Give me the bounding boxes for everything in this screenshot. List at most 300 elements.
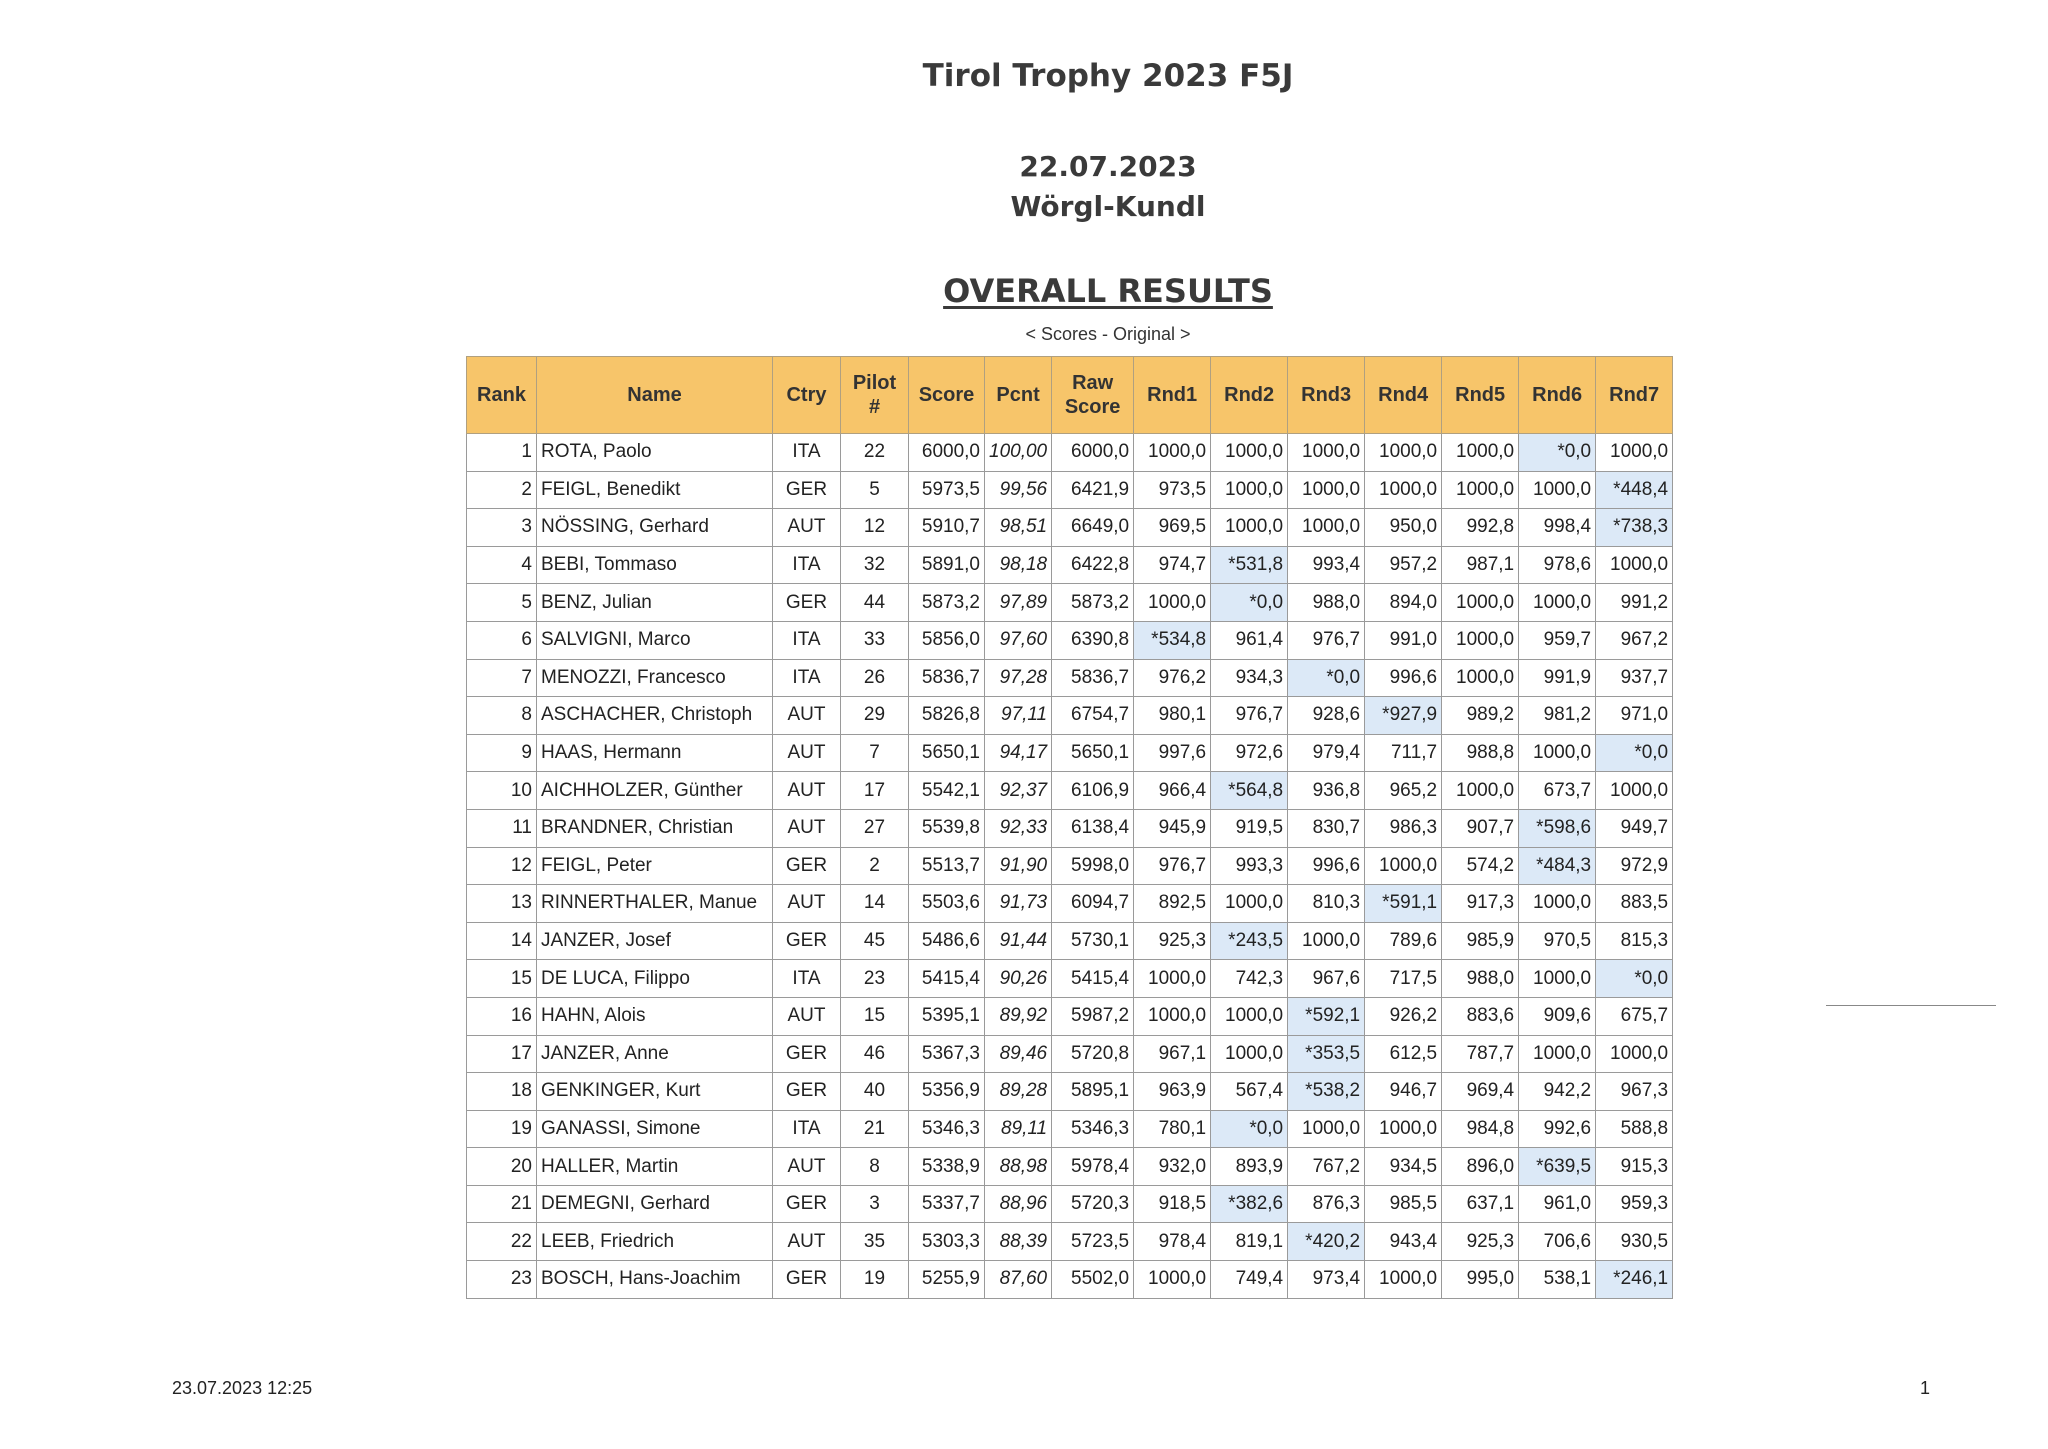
cell-raw-score: 5978,4: [1052, 1148, 1134, 1186]
cell-name: LEEB, Friedrich: [537, 1223, 773, 1261]
cell-rnd7: 915,3: [1596, 1148, 1673, 1186]
cell-pilot: 27: [841, 809, 909, 847]
cell-rnd2: *0,0: [1211, 584, 1288, 622]
cell-rnd5: 787,7: [1442, 1035, 1519, 1073]
cell-pcnt: 91,73: [985, 885, 1052, 923]
cell-rnd5: 1000,0: [1442, 471, 1519, 509]
cell-rnd1: 1000,0: [1134, 584, 1211, 622]
cell-rnd3: 967,6: [1288, 960, 1365, 998]
cell-rnd4: *927,9: [1365, 697, 1442, 735]
cell-name: JANZER, Anne: [537, 1035, 773, 1073]
cell-rnd6: 992,6: [1519, 1110, 1596, 1148]
cell-rnd4: 965,2: [1365, 772, 1442, 810]
cell-rnd7: 967,3: [1596, 1073, 1673, 1111]
cell-rnd5: 1000,0: [1442, 772, 1519, 810]
cell-pilot: 33: [841, 621, 909, 659]
cell-name: ASCHACHER, Christoph: [537, 697, 773, 735]
cell-pcnt: 89,28: [985, 1073, 1052, 1111]
table-row: [467, 997, 1673, 1035]
table-row: [467, 734, 1673, 772]
cell-rnd3: 1000,0: [1288, 1110, 1365, 1148]
cell-raw-score: 5650,1: [1052, 734, 1134, 772]
cell-score: 5539,8: [909, 809, 985, 847]
cell-rnd2: *531,8: [1211, 546, 1288, 584]
cell-rnd3: 1000,0: [1288, 922, 1365, 960]
cell-rnd5: 896,0: [1442, 1148, 1519, 1186]
cell-rnd1: 892,5: [1134, 885, 1211, 923]
cell-rank: 8: [467, 697, 537, 735]
cell-ctry: ITA: [773, 621, 841, 659]
footer-timestamp: 23.07.2023 12:25: [172, 1378, 313, 1398]
table-row: [467, 1110, 1673, 1148]
cell-raw-score: 6649,0: [1052, 509, 1134, 547]
cell-ctry: GER: [773, 922, 841, 960]
table-row: [467, 772, 1673, 810]
cell-rnd1: 1000,0: [1134, 1261, 1211, 1299]
cell-raw-score: 5895,1: [1052, 1073, 1134, 1111]
column-header-rnd5: Rnd5: [1442, 357, 1519, 434]
cell-rnd1: 925,3: [1134, 922, 1211, 960]
cell-rnd3: 810,3: [1288, 885, 1365, 923]
table-row: [467, 847, 1673, 885]
cell-rnd6: *598,6: [1519, 809, 1596, 847]
cell-rnd5: 1000,0: [1442, 659, 1519, 697]
cell-rnd3: *353,5: [1288, 1035, 1365, 1073]
cell-pilot: 8: [841, 1148, 909, 1186]
cell-name: HAHN, Alois: [537, 997, 773, 1035]
cell-rnd2: *0,0: [1211, 1110, 1288, 1148]
cell-rnd4: 1000,0: [1365, 847, 1442, 885]
cell-rnd1: 918,5: [1134, 1185, 1211, 1223]
results-table: [466, 356, 1673, 1299]
cell-rnd3: 1000,0: [1288, 434, 1365, 472]
cell-rnd6: 991,9: [1519, 659, 1596, 697]
cell-raw-score: 6106,9: [1052, 772, 1134, 810]
cell-raw-score: 5987,2: [1052, 997, 1134, 1035]
cell-rnd3: 1000,0: [1288, 471, 1365, 509]
cell-name: ROTA, Paolo: [537, 434, 773, 472]
cell-raw-score: 6390,8: [1052, 621, 1134, 659]
cell-ctry: ITA: [773, 960, 841, 998]
cell-score: 5338,9: [909, 1148, 985, 1186]
cell-rnd4: 986,3: [1365, 809, 1442, 847]
cell-rnd4: 943,4: [1365, 1223, 1442, 1261]
cell-rank: 11: [467, 809, 537, 847]
cell-pilot: 22: [841, 434, 909, 472]
cell-pcnt: 97,60: [985, 621, 1052, 659]
cell-score: 5856,0: [909, 621, 985, 659]
cell-rnd3: *420,2: [1288, 1223, 1365, 1261]
cell-ctry: AUT: [773, 772, 841, 810]
cell-ctry: AUT: [773, 885, 841, 923]
column-header-rnd4: Rnd4: [1365, 357, 1442, 434]
cell-rnd4: 1000,0: [1365, 471, 1442, 509]
cell-score: 5891,0: [909, 546, 985, 584]
cell-name: BRANDNER, Christian: [537, 809, 773, 847]
cell-rnd3: 876,3: [1288, 1185, 1365, 1223]
cell-raw-score: 5723,5: [1052, 1223, 1134, 1261]
cell-rnd5: 992,8: [1442, 509, 1519, 547]
cell-rnd7: 883,5: [1596, 885, 1673, 923]
margin-mark: [1826, 1005, 1996, 1006]
cell-rnd7: 949,7: [1596, 809, 1673, 847]
cell-rnd2: 993,3: [1211, 847, 1288, 885]
cell-pilot: 19: [841, 1261, 909, 1299]
table-row: [467, 1073, 1673, 1111]
cell-ctry: AUT: [773, 734, 841, 772]
table-row: [467, 922, 1673, 960]
cell-pilot: 35: [841, 1223, 909, 1261]
cell-score: 5910,7: [909, 509, 985, 547]
cell-pilot: 45: [841, 922, 909, 960]
cell-rnd4: 946,7: [1365, 1073, 1442, 1111]
cell-rnd5: 1000,0: [1442, 434, 1519, 472]
cell-rnd6: 970,5: [1519, 922, 1596, 960]
cell-pilot: 26: [841, 659, 909, 697]
cell-rnd1: 780,1: [1134, 1110, 1211, 1148]
cell-rnd1: 974,7: [1134, 546, 1211, 584]
cell-raw-score: 5346,3: [1052, 1110, 1134, 1148]
cell-pilot: 44: [841, 584, 909, 622]
column-header-rnd2: Rnd2: [1211, 357, 1288, 434]
cell-rank: 12: [467, 847, 537, 885]
cell-rnd5: 907,7: [1442, 809, 1519, 847]
cell-rank: 14: [467, 922, 537, 960]
cell-rnd3: 830,7: [1288, 809, 1365, 847]
cell-rnd3: *538,2: [1288, 1073, 1365, 1111]
cell-ctry: GER: [773, 1073, 841, 1111]
cell-rnd6: 1000,0: [1519, 734, 1596, 772]
cell-rnd5: 987,1: [1442, 546, 1519, 584]
cell-rnd5: 989,2: [1442, 697, 1519, 735]
cell-rnd6: 961,0: [1519, 1185, 1596, 1223]
cell-rnd5: 988,8: [1442, 734, 1519, 772]
cell-rnd2: 749,4: [1211, 1261, 1288, 1299]
document-title: Tirol Trophy 2023 F5J: [922, 58, 1294, 94]
table-row: [467, 584, 1673, 622]
cell-rnd2: 934,3: [1211, 659, 1288, 697]
cell-rnd7: 1000,0: [1596, 772, 1673, 810]
cell-rnd2: 1000,0: [1211, 1035, 1288, 1073]
cell-rnd4: 934,5: [1365, 1148, 1442, 1186]
cell-rnd4: 711,7: [1365, 734, 1442, 772]
cell-rnd7: 972,9: [1596, 847, 1673, 885]
cell-rnd6: 998,4: [1519, 509, 1596, 547]
cell-raw-score: 6094,7: [1052, 885, 1134, 923]
table-row: [467, 546, 1673, 584]
cell-rnd4: 1000,0: [1365, 1261, 1442, 1299]
cell-rnd7: 1000,0: [1596, 546, 1673, 584]
cell-pilot: 29: [841, 697, 909, 735]
cell-rnd7: 675,7: [1596, 997, 1673, 1035]
cell-name: GENKINGER, Kurt: [537, 1073, 773, 1111]
cell-raw-score: 6422,8: [1052, 546, 1134, 584]
cell-score: 5873,2: [909, 584, 985, 622]
cell-score: 5395,1: [909, 997, 985, 1035]
results-body: [467, 434, 1673, 1299]
cell-rnd2: 961,4: [1211, 621, 1288, 659]
cell-rank: 9: [467, 734, 537, 772]
cell-pcnt: 92,33: [985, 809, 1052, 847]
cell-score: 5337,7: [909, 1185, 985, 1223]
cell-rnd2: 919,5: [1211, 809, 1288, 847]
cell-rnd6: 538,1: [1519, 1261, 1596, 1299]
column-header-rnd7: Rnd7: [1596, 357, 1673, 434]
table-row: [467, 659, 1673, 697]
cell-rank: 1: [467, 434, 537, 472]
cell-pilot: 7: [841, 734, 909, 772]
cell-score: 5836,7: [909, 659, 985, 697]
cell-rnd1: 980,1: [1134, 697, 1211, 735]
cell-rnd7: 1000,0: [1596, 1035, 1673, 1073]
cell-rnd4: 996,6: [1365, 659, 1442, 697]
column-header-pcnt: Pcnt: [985, 357, 1052, 434]
cell-rnd1: *534,8: [1134, 621, 1211, 659]
cell-ctry: AUT: [773, 1223, 841, 1261]
cell-raw-score: 6000,0: [1052, 434, 1134, 472]
cell-rank: 21: [467, 1185, 537, 1223]
cell-pcnt: 99,56: [985, 471, 1052, 509]
cell-pilot: 5: [841, 471, 909, 509]
cell-pilot: 17: [841, 772, 909, 810]
cell-rnd1: 932,0: [1134, 1148, 1211, 1186]
cell-ctry: GER: [773, 584, 841, 622]
cell-rnd6: 981,2: [1519, 697, 1596, 735]
cell-rnd5: 1000,0: [1442, 584, 1519, 622]
cell-name: DEMEGNI, Gerhard: [537, 1185, 773, 1223]
cell-rnd1: 976,7: [1134, 847, 1211, 885]
cell-name: MENOZZI, Francesco: [537, 659, 773, 697]
cell-rnd1: 966,4: [1134, 772, 1211, 810]
table-row: [467, 1035, 1673, 1073]
cell-rnd4: 789,6: [1365, 922, 1442, 960]
table-row: [467, 1223, 1673, 1261]
table-row: [467, 809, 1673, 847]
cell-rnd6: *0,0: [1519, 434, 1596, 472]
cell-pilot: 32: [841, 546, 909, 584]
cell-score: 5513,7: [909, 847, 985, 885]
cell-ctry: AUT: [773, 997, 841, 1035]
cell-rnd7: 971,0: [1596, 697, 1673, 735]
page-number: 1: [1920, 1378, 1931, 1398]
cell-rnd7: 930,5: [1596, 1223, 1673, 1261]
cell-rnd5: 984,8: [1442, 1110, 1519, 1148]
cell-score: 5303,3: [909, 1223, 985, 1261]
cell-rnd3: 996,6: [1288, 847, 1365, 885]
cell-rnd6: 942,2: [1519, 1073, 1596, 1111]
column-header-rnd1: Rnd1: [1134, 357, 1211, 434]
cell-pilot: 15: [841, 997, 909, 1035]
cell-name: NÖSSING, Gerhard: [537, 509, 773, 547]
cell-rank: 19: [467, 1110, 537, 1148]
table-row: [467, 509, 1673, 547]
cell-rank: 17: [467, 1035, 537, 1073]
cell-rnd6: *484,3: [1519, 847, 1596, 885]
cell-rnd7: *246,1: [1596, 1261, 1673, 1299]
cell-rnd6: 1000,0: [1519, 885, 1596, 923]
cell-rank: 7: [467, 659, 537, 697]
cell-pilot: 46: [841, 1035, 909, 1073]
cell-rnd3: 988,0: [1288, 584, 1365, 622]
cell-rnd4: 957,2: [1365, 546, 1442, 584]
cell-rnd7: 959,3: [1596, 1185, 1673, 1223]
cell-pcnt: 92,37: [985, 772, 1052, 810]
cell-score: 5255,9: [909, 1261, 985, 1299]
cell-raw-score: 5836,7: [1052, 659, 1134, 697]
cell-rnd6: 959,7: [1519, 621, 1596, 659]
cell-rank: 23: [467, 1261, 537, 1299]
cell-pilot: 21: [841, 1110, 909, 1148]
table-row: [467, 434, 1673, 472]
cell-rnd5: 925,3: [1442, 1223, 1519, 1261]
cell-score: 5486,6: [909, 922, 985, 960]
cell-rnd4: 612,5: [1365, 1035, 1442, 1073]
table-row: [467, 960, 1673, 998]
cell-rnd4: 894,0: [1365, 584, 1442, 622]
cell-rnd5: 917,3: [1442, 885, 1519, 923]
cell-score: 5346,3: [909, 1110, 985, 1148]
cell-rnd3: 973,4: [1288, 1261, 1365, 1299]
event-date: 22.07.2023: [1019, 150, 1197, 183]
cell-rnd3: 993,4: [1288, 546, 1365, 584]
cell-rnd7: 937,7: [1596, 659, 1673, 697]
cell-rnd6: 1000,0: [1519, 584, 1596, 622]
cell-pcnt: 98,18: [985, 546, 1052, 584]
cell-rnd1: 997,6: [1134, 734, 1211, 772]
cell-rank: 5: [467, 584, 537, 622]
table-row: [467, 621, 1673, 659]
cell-score: 6000,0: [909, 434, 985, 472]
cell-rnd7: 588,8: [1596, 1110, 1673, 1148]
cell-name: AICHHOLZER, Günther: [537, 772, 773, 810]
column-header-raw-score: Raw Score: [1052, 357, 1134, 434]
cell-rnd2: *243,5: [1211, 922, 1288, 960]
cell-rnd2: 567,4: [1211, 1073, 1288, 1111]
column-header-rnd6: Rnd6: [1519, 357, 1596, 434]
cell-rank: 22: [467, 1223, 537, 1261]
cell-raw-score: 5720,8: [1052, 1035, 1134, 1073]
cell-rnd1: 978,4: [1134, 1223, 1211, 1261]
cell-rnd6: 978,6: [1519, 546, 1596, 584]
cell-rnd1: 976,2: [1134, 659, 1211, 697]
cell-ctry: GER: [773, 1035, 841, 1073]
cell-score: 5542,1: [909, 772, 985, 810]
cell-rnd7: 1000,0: [1596, 434, 1673, 472]
cell-rnd7: *0,0: [1596, 960, 1673, 998]
cell-raw-score: 5502,0: [1052, 1261, 1134, 1299]
cell-pilot: 12: [841, 509, 909, 547]
cell-name: FEIGL, Benedikt: [537, 471, 773, 509]
cell-raw-score: 5873,2: [1052, 584, 1134, 622]
cell-ctry: AUT: [773, 697, 841, 735]
cell-rank: 20: [467, 1148, 537, 1186]
cell-raw-score: 5730,1: [1052, 922, 1134, 960]
cell-ctry: ITA: [773, 1110, 841, 1148]
cell-rnd5: 574,2: [1442, 847, 1519, 885]
cell-pcnt: 89,92: [985, 997, 1052, 1035]
cell-rnd3: 928,6: [1288, 697, 1365, 735]
cell-rnd6: 673,7: [1519, 772, 1596, 810]
cell-name: JANZER, Josef: [537, 922, 773, 960]
cell-rnd4: 950,0: [1365, 509, 1442, 547]
cell-raw-score: 5998,0: [1052, 847, 1134, 885]
cell-rnd4: 1000,0: [1365, 1110, 1442, 1148]
cell-rnd1: 1000,0: [1134, 434, 1211, 472]
cell-rank: 13: [467, 885, 537, 923]
cell-rnd2: *382,6: [1211, 1185, 1288, 1223]
cell-rnd6: *639,5: [1519, 1148, 1596, 1186]
table-row: [467, 1185, 1673, 1223]
cell-rnd5: 969,4: [1442, 1073, 1519, 1111]
cell-ctry: AUT: [773, 1148, 841, 1186]
cell-pilot: 3: [841, 1185, 909, 1223]
cell-rnd1: 969,5: [1134, 509, 1211, 547]
cell-rnd2: 1000,0: [1211, 471, 1288, 509]
cell-rnd7: 815,3: [1596, 922, 1673, 960]
cell-rank: 16: [467, 997, 537, 1035]
cell-rnd4: 985,5: [1365, 1185, 1442, 1223]
cell-rnd1: 967,1: [1134, 1035, 1211, 1073]
table-row: [467, 471, 1673, 509]
cell-raw-score: 5415,4: [1052, 960, 1134, 998]
cell-pcnt: 100,00: [985, 434, 1052, 472]
event-venue: Wörgl-Kundl: [1010, 190, 1206, 223]
cell-rnd5: 985,9: [1442, 922, 1519, 960]
table-row: [467, 697, 1673, 735]
cell-pcnt: 97,89: [985, 584, 1052, 622]
cell-score: 5503,6: [909, 885, 985, 923]
cell-ctry: ITA: [773, 659, 841, 697]
cell-ctry: ITA: [773, 434, 841, 472]
column-header-score: Score: [909, 357, 985, 434]
cell-rnd4: 926,2: [1365, 997, 1442, 1035]
column-header-ctry: Ctry: [773, 357, 841, 434]
cell-rnd3: 767,2: [1288, 1148, 1365, 1186]
table-row: [467, 885, 1673, 923]
cell-pilot: 14: [841, 885, 909, 923]
cell-rank: 2: [467, 471, 537, 509]
cell-rnd1: 1000,0: [1134, 997, 1211, 1035]
cell-rnd5: 883,6: [1442, 997, 1519, 1035]
cell-rnd4: 1000,0: [1365, 434, 1442, 472]
cell-pcnt: 87,60: [985, 1261, 1052, 1299]
column-header-rnd3: Rnd3: [1288, 357, 1365, 434]
cell-rnd2: 972,6: [1211, 734, 1288, 772]
cell-score: 5973,5: [909, 471, 985, 509]
table-row: [467, 1261, 1673, 1299]
cell-ctry: AUT: [773, 809, 841, 847]
cell-rnd2: 819,1: [1211, 1223, 1288, 1261]
cell-score: 5650,1: [909, 734, 985, 772]
cell-rnd1: 1000,0: [1134, 960, 1211, 998]
cell-pcnt: 98,51: [985, 509, 1052, 547]
cell-rnd7: *0,0: [1596, 734, 1673, 772]
cell-rank: 6: [467, 621, 537, 659]
cell-rnd7: *448,4: [1596, 471, 1673, 509]
table-row: [467, 1148, 1673, 1186]
cell-rnd2: *564,8: [1211, 772, 1288, 810]
cell-score: 5415,4: [909, 960, 985, 998]
cell-pcnt: 97,28: [985, 659, 1052, 697]
cell-pcnt: 94,17: [985, 734, 1052, 772]
cell-pcnt: 91,44: [985, 922, 1052, 960]
cell-rank: 4: [467, 546, 537, 584]
cell-rnd5: 995,0: [1442, 1261, 1519, 1299]
cell-name: HAAS, Hermann: [537, 734, 773, 772]
cell-rank: 10: [467, 772, 537, 810]
cell-rnd5: 1000,0: [1442, 621, 1519, 659]
cell-rnd2: 976,7: [1211, 697, 1288, 735]
